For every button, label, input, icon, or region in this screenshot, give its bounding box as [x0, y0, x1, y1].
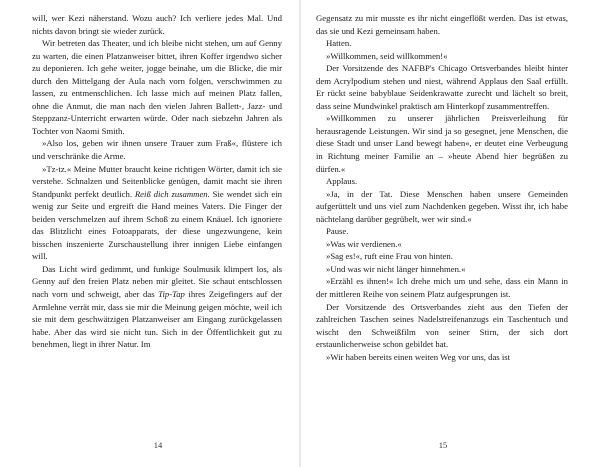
- paragraph: Der Vorsitzende des NAFBP's Chicago Ortsverbandes bleibt hinter dem Acrylpodium stehen und niest, während Applaus den Saal erfüllt. Er rückt seine babyblaue Seidenkrawatte zurecht und lächelt so breit, dass seine Mundwinkel praktisch am Hinterkopf zusammentreffen.: [316, 63, 568, 111]
- paragraph-text: ihres Zeigefingers auf der Armlehne verrät mir, dass sie mir die Meinung geigen möchte, weil ich sie mit dem geschwätzigen Platzanweiser am Eingang zurückgelassen habe. Aber das wird sie nicht tun. Sich in der Öffentlichkeit gut zu benehmen, liegt in ihrer Natur. Im: [32, 289, 283, 350]
- paragraph: Applaus.: [326, 176, 358, 187]
- paragraph: »Also los, geben wir ihnen unsere Trauer zum Fraß«, flüstere ich und verschränke die Arme.: [32, 138, 282, 162]
- paragraph: »Ja, in der Tat. Diese Menschen haben unsere Gemeinden aufgerüttelt und uns viel zum Nachdenken gegeben. Wisst ihr, ich habe nächtelang darüber gegrübelt, wer wir sind.«: [316, 188, 568, 224]
- paragraph: Gegensatz zu mir musste es ihr nicht eingeflößt werden. Das ist etwas, das sie und Kezi gemeinsam haben.: [316, 13, 568, 36]
- paragraph: [32, 263, 282, 351]
- paragraph-text: Sie wendet sich ein wenig zur Seite und ergreift die Hand meines Vaters. Die Finger der beiden verschmelzen auf ihrem Schoß zu einem Knäuel. Ich ignoriere das Blitzlicht eines Fotoapparats, der diese ungezwungene, kein bisschen inszenierte Zurschaustellung ihrer innigen Liebe einfangen will.: [32, 188, 282, 262]
- paragraph: will, wer Kezi näherstand. Wozu auch? Ich verliere jedes Mal. Und nichts davon bringt sie wieder zurück.: [32, 13, 282, 36]
- left-page-text: [32, 12, 282, 351]
- left-page: [32, 12, 282, 351]
- paragraph: Wir betreten das Theater, und ich bleibe nicht stehen, um auf Genny zu warten, die einen Platzanweiser bittet, ihren Koffer irgendwo sicher zu deponieren. Ich gehe weiter, jogge beinahe, um die Blicke, die mir durch den Mittelgang der Aula nach vorn folgen, verschwimmen zu lassen, zu entmenschlichen. Ich lasse mich auf meinen Platz fallen, ohne die Anmut, die man nach den vielen Jahren Ballett-, Jazz- und Steppzanz-Unterricht erwarten würde. Oder nach siebzehn Jahren als Tochter von Naomi Smith.: [32, 38, 282, 136]
- paragraph: »Und was wir nicht länger hinnehmen.«: [326, 263, 466, 274]
- paragraph: »Erzähl es ihnen!« Ich drehe mich um und sehe, dass ein Mann in der mittleren Reihe von seinem Platz aufgesprungen ist.: [316, 276, 568, 300]
- emphasis-text: Reiß dich zusammen.: [134, 188, 210, 199]
- paragraph: »Sag es!«, ruft eine Frau von hinten.: [326, 251, 453, 262]
- paragraph: »Wir haben bereits einen weiten Weg vor uns, das ist: [326, 351, 511, 362]
- paragraph-text: »Tz-tz.« Meine Mutter braucht keine richtigen Wörter, damit ich sie verstehe. Schnalzen und Seitenblicke genügen, damit macht sie ihren Standpunkt perfekt deutlich.: [32, 163, 282, 199]
- emphasis-text: Tip-Tap: [158, 289, 185, 300]
- paragraph: Der Vorsitzende des Ortsverbandes zieht aus den Tiefen der zahlreichen Taschen seines Nadelstreifenanzugs ein Taschentuch und wischt den Schweißfilm von seiner Stirn, der sich dort erstaunlicherweise schon gebildet hat.: [316, 301, 568, 350]
- right-page: [316, 12, 568, 363]
- paragraph: Pause.: [326, 226, 349, 237]
- right-page-text: [316, 12, 568, 363]
- page-number-left: 14: [153, 440, 163, 450]
- paragraph: Hatten.: [326, 38, 352, 49]
- page-number-right: 15: [438, 440, 448, 450]
- paragraph: [32, 163, 282, 263]
- paragraph-text: Das Licht wird gedimmt, und funkige Soulmusik klimpert los, als Genny auf den freien Platz neben mir gleitet. Sie schaut entschlossen nach vorn und schweigt, aber das: [32, 263, 282, 300]
- book-gutter: [299, 0, 301, 467]
- paragraph: »Willkommen zu unserer jährlichen Preisverleihung für herausragende Leistungen. Wir sind ja so gesegnet, jene Menschen, die diese Stadt und unser Land bewegt haben«, er deutet eine Verbeugung in Richtung meiner Familie an – »heute Abend hier begrüßen zu dürfen.«: [316, 113, 568, 174]
- paragraph: »Was wir verdienen.«: [326, 238, 402, 249]
- paragraph: »Willkommen, seid willkommen!«: [326, 50, 448, 61]
